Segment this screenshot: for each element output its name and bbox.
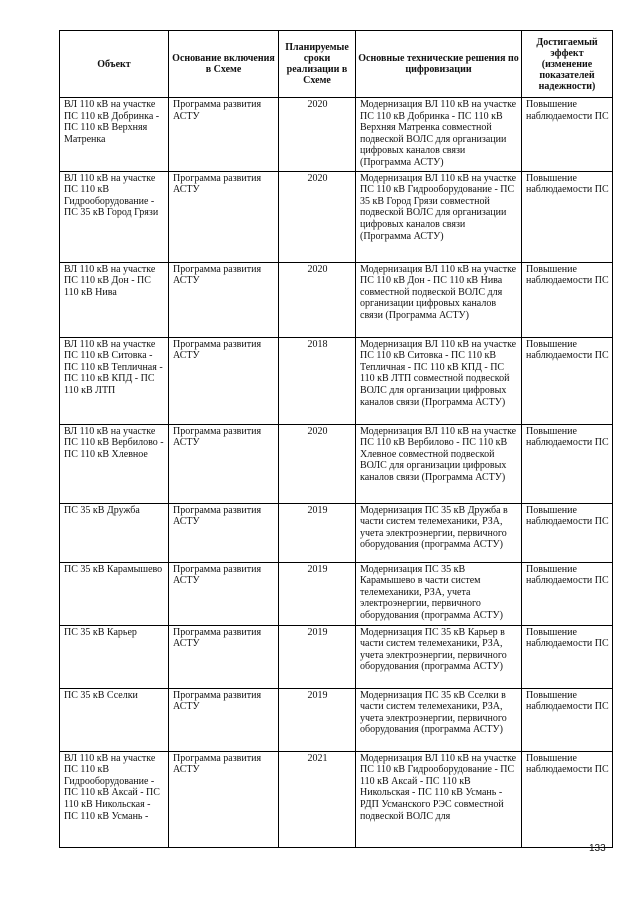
cell-effect: Повышение наблюдаемости ПС <box>522 751 613 847</box>
table-row <box>60 751 613 847</box>
cell-object: ПС 35 кВ Карьер <box>60 625 169 688</box>
cell-effect: Повышение наблюдаемости ПС <box>522 688 613 751</box>
cell-solution: Модернизация ПС 35 кВ Карамышево в части систем телемеханики, РЗА, учета электроэнергии, первичного оборудования (программа АСТУ) <box>356 562 522 625</box>
cell-object: ПС 35 кВ Карамышево <box>60 562 169 625</box>
cell-object: ВЛ 110 кВ на участке ПС 110 кВ Ситовка - ПС 110 кВ Тепличная - ПС 110 кВ КПД - ПС 110 кВ ЛТП <box>60 337 169 424</box>
table-row <box>60 562 613 625</box>
cell-solution: Модернизация ВЛ 110 кВ на участке ПС 110 кВ Добринка - ПС 110 кВ Верхняя Матренка совместной подвеской ВОЛС для организации цифровых каналов связи (Программа АСТУ) <box>356 98 522 172</box>
cell-basis: Программа развития АСТУ <box>169 98 279 172</box>
cell-object: ВЛ 110 кВ на участке ПС 110 кВ Гидрооборудование - ПС 110 кВ Аксай - ПС 110 кВ Никольская - ПС 110 кВ Усмань - <box>60 751 169 847</box>
cell-year: 2018 <box>279 337 356 424</box>
cell-solution: Модернизация ВЛ 110 кВ на участке ПС 110 кВ Ситовка - ПС 110 кВ Тепличная - ПС 110 кВ КПД - ПС 110 кВ ЛТП совместной подвеской ВОЛС для организации цифровых каналов связи (Программа АСТУ) <box>356 337 522 424</box>
cell-object: ВЛ 110 кВ на участке ПС 110 кВ Добринка - ПС 110 кВ Верхняя Матренка <box>60 98 169 172</box>
cell-basis: Программа развития АСТУ <box>169 625 279 688</box>
page-number: 133 <box>589 843 606 854</box>
cell-effect: Повышение наблюдаемости ПС <box>522 424 613 503</box>
cell-basis: Программа развития АСТУ <box>169 337 279 424</box>
cell-effect: Повышение наблюдаемости ПС <box>522 98 613 172</box>
table-row <box>60 171 613 262</box>
cell-effect: Повышение наблюдаемости ПС <box>522 262 613 337</box>
cell-basis: Программа развития АСТУ <box>169 751 279 847</box>
header-effect: Достигаемый эффект (изменение показателей надежности) <box>522 31 613 98</box>
cell-solution: Модернизация ПС 35 кВ Карьер в части систем телемеханики, РЗА, учета электроэнергии, первичного оборудования (программа АСТУ) <box>356 625 522 688</box>
cell-object: ВЛ 110 кВ на участке ПС 110 кВ Дон - ПС 110 кВ Нива <box>60 262 169 337</box>
table-row <box>60 98 613 172</box>
cell-basis: Программа развития АСТУ <box>169 262 279 337</box>
table-row <box>60 337 613 424</box>
cell-year: 2019 <box>279 562 356 625</box>
table-header-row <box>60 31 613 98</box>
cell-basis: Программа развития АСТУ <box>169 562 279 625</box>
header-solution: Основные технические решения по цифровизации <box>356 31 522 98</box>
cell-object: ВЛ 110 кВ на участке ПС 110 кВ Гидрооборудование - ПС 35 кВ Город Грязи <box>60 171 169 262</box>
cell-solution: Модернизация ПС 35 кВ Сселки в части систем телемеханики, РЗА, учета электроэнергии, первичного оборудования (программа АСТУ) <box>356 688 522 751</box>
header-basis: Основание включения в Схеме <box>169 31 279 98</box>
table-row <box>60 688 613 751</box>
cell-year: 2020 <box>279 424 356 503</box>
cell-year: 2019 <box>279 503 356 562</box>
cell-object: ПС 35 кВ Сселки <box>60 688 169 751</box>
cell-object: ПС 35 кВ Дружба <box>60 503 169 562</box>
cell-solution: Модернизация ВЛ 110 кВ на участке ПС 110 кВ Гидрооборудование - ПС 110 кВ Аксай - ПС 110 кВ Никольская - ПС 110 кВ Усмань - РДП Усманского РЭС совместной подвеской ВОЛС для <box>356 751 522 847</box>
cell-object: ВЛ 110 кВ на участке ПС 110 кВ Вербилово - ПС 110 кВ Хлевное <box>60 424 169 503</box>
table-row <box>60 625 613 688</box>
cell-year: 2021 <box>279 751 356 847</box>
cell-basis: Программа развития АСТУ <box>169 424 279 503</box>
cell-basis: Программа развития АСТУ <box>169 171 279 262</box>
cell-effect: Повышение наблюдаемости ПС <box>522 503 613 562</box>
cell-solution: Модернизация ВЛ 110 кВ на участке ПС 110 кВ Гидрооборудование - ПС 35 кВ Город Грязи совместной подвеской ВОЛС для организации цифровых каналов связи (Программа АСТУ) <box>356 171 522 262</box>
header-object: Объект <box>60 31 169 98</box>
cell-solution: Модернизация ВЛ 110 кВ на участке ПС 110 кВ Дон - ПС 110 кВ Нива совместной подвеской ВОЛС для организации цифровых каналов связи (Программа АСТУ) <box>356 262 522 337</box>
cell-year: 2019 <box>279 688 356 751</box>
cell-effect: Повышение наблюдаемости ПС <box>522 171 613 262</box>
table-row <box>60 262 613 337</box>
cell-effect: Повышение наблюдаемости ПС <box>522 625 613 688</box>
header-year: Планируемые сроки реализации в Схеме <box>279 31 356 98</box>
cell-effect: Повышение наблюдаемости ПС <box>522 337 613 424</box>
document-table <box>59 30 613 848</box>
cell-year: 2019 <box>279 625 356 688</box>
cell-basis: Программа развития АСТУ <box>169 503 279 562</box>
cell-solution: Модернизация ПС 35 кВ Дружба в части систем телемеханики, РЗА, учета электроэнергии, первичного оборудования (программа АСТУ) <box>356 503 522 562</box>
table-row <box>60 424 613 503</box>
cell-effect: Повышение наблюдаемости ПС <box>522 562 613 625</box>
table-row <box>60 503 613 562</box>
cell-solution: Модернизация ВЛ 110 кВ на участке ПС 110 кВ Вербилово - ПС 110 кВ Хлевное совместной подвеской ВОЛС для организации цифровых каналов связи (Программа АСТУ) <box>356 424 522 503</box>
cell-basis: Программа развития АСТУ <box>169 688 279 751</box>
cell-year: 2020 <box>279 262 356 337</box>
cell-year: 2020 <box>279 98 356 172</box>
cell-year: 2020 <box>279 171 356 262</box>
